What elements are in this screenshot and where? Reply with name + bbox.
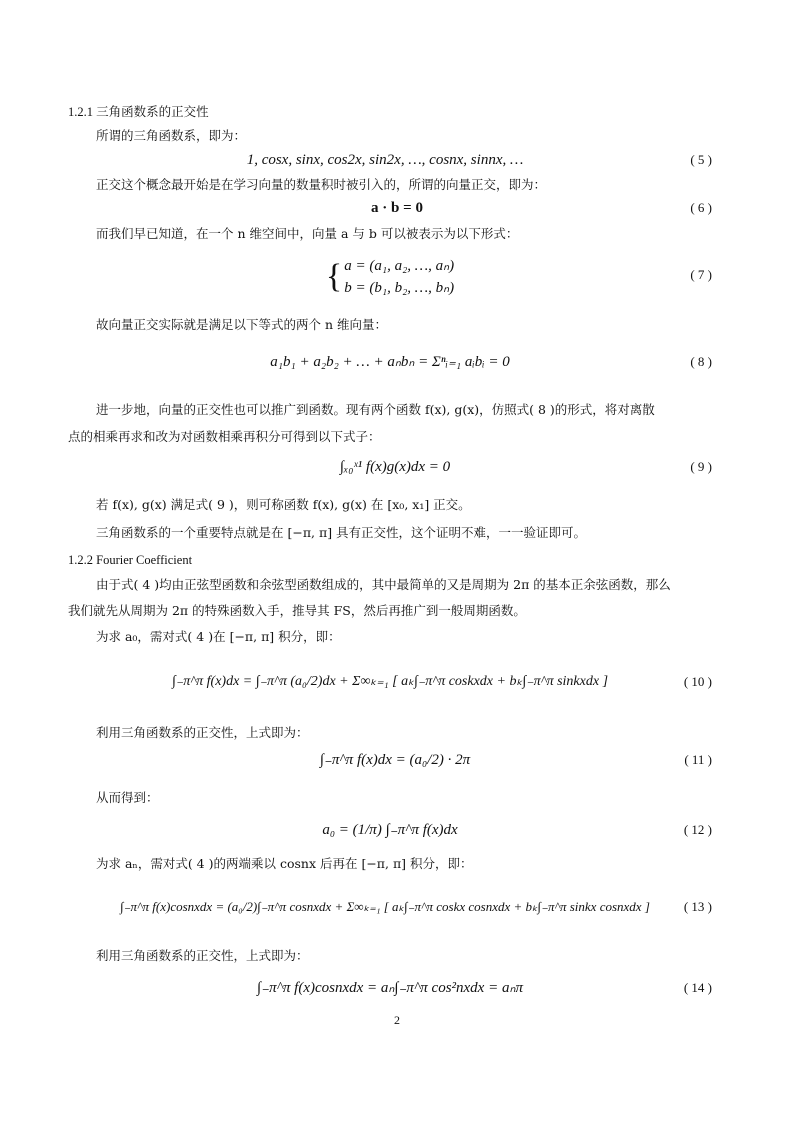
paragraph: 利用三角函数系的正交性，上式即为： [96, 948, 309, 963]
equation-number: ( 7 ) [690, 267, 712, 282]
paragraph: 三角函数系的一个重要特点就是在 [−π, π] 具有正交性，这个证明不难，一一验证即可。 [96, 525, 587, 540]
paragraph: 由于式( 4 )均由正弦型函数和余弦型函数组成的，其中最简单的又是周期为 2π 的基本正余弦函数，那么 [96, 577, 671, 592]
paragraph: 利用三角函数系的正交性，上式即为： [96, 725, 309, 740]
paragraph: 所谓的三角函数系，即为： [96, 128, 247, 143]
paragraph: 进一步地，向量的正交性也可以推广到函数。现有两个函数 f(x), g(x)，仿照式( 8 )的形式，将对离散 [96, 402, 655, 417]
paragraph: 点的相乘再求和改为对函数相乘再积分可得到以下式子： [68, 429, 381, 444]
paragraph: 为求 aₙ，需对式( 4 )的两端乘以 cosnx 后再在 [−π, π] 积分，即： [96, 856, 473, 871]
equation-10: ∫₋π^π f(x)dx = ∫₋π^π (a₀/2)dx + Σ∞ₖ₌₁ [ aₖ∫₋π^π coskxdx + bₖ∫₋π^π sinkxdx ] [171, 674, 609, 689]
equation-6: a · b = 0 [371, 200, 423, 216]
section-title-orthogonality: 1.2.1 三角函数系的正交性 [68, 105, 209, 119]
equation-7b: b = (b₁, b₂, …, bₙ) [344, 279, 455, 296]
equation-number: ( 14 ) [683, 980, 712, 995]
equation-number: ( 12 ) [683, 822, 712, 837]
equation-number: ( 8 ) [690, 354, 712, 369]
section-title-fourier-coefficient: 1.2.2 Fourier Coefficient [68, 553, 193, 567]
paragraph: 为求 a₀，需对式( 4 )在 [−π, π] 积分，即： [96, 629, 341, 644]
equation-8: a₁b₁ + a₂b₂ + … + aₙbₙ = Σⁿᵢ₌₁ aᵢbᵢ = 0 [270, 354, 510, 370]
equation-5: 1, cosx, sinx, cos2x, sin2x, …, cosnx, sinnx, … [246, 152, 524, 168]
equation-number: ( 9 ) [690, 459, 712, 474]
paragraph: 若 f(x), g(x) 满足式( 9 )，则可称函数 f(x), g(x) 在 [x₀, x₁] 正交。 [96, 497, 471, 512]
equation-13: ∫₋π^π f(x)cosnxdx = (a₀/2)∫₋π^π cosnxdx + Σ∞ₖ₌₁ [ aₖ∫₋π^π coskx cosnxdx + bₖ∫₋π^π sinkx cosnxdx ] [120, 899, 650, 914]
paragraph: 正交这个概念最开始是在学习向量的数量积时被引入的，所谓的向量正交，即为： [96, 177, 547, 192]
equation-number: ( 6 ) [690, 200, 712, 215]
equation-9: ∫ₓ₀ˣ¹ f(x)g(x)dx = 0 [339, 459, 451, 475]
brace-symbol: { [325, 257, 343, 295]
equation-11: ∫₋π^π f(x)dx = (a₀/2) · 2π [319, 752, 471, 768]
paragraph: 而我们早已知道，在一个 n 维空间中，向量 a 与 b 可以被表示为以下形式： [96, 226, 519, 241]
paragraph: 从而得到： [96, 790, 159, 805]
equation-14: ∫₋π^π f(x)cosnxdx = aₙ∫₋π^π cos²nxdx = aₙπ [257, 980, 523, 996]
equation-7 [326, 254, 454, 299]
equation-number: ( 10 ) [683, 674, 712, 689]
paragraph: 我们就先从周期为 2π 的特殊函数入手，推导其 FS，然后再推广到一般周期函数。 [68, 603, 526, 618]
page-number: 2 [394, 1013, 400, 1027]
paragraph: 故向量正交实际就是满足以下等式的两个 n 维向量： [96, 317, 387, 332]
equation-7a: a = (a₁, a₂, …, aₙ) [344, 257, 455, 274]
equation-12: a₀ = (1/π) ∫₋π^π f(x)dx [322, 822, 458, 838]
equation-number: ( 13 ) [683, 899, 712, 914]
equation-number: ( 5 ) [690, 152, 712, 167]
equation-number: ( 11 ) [684, 752, 712, 767]
